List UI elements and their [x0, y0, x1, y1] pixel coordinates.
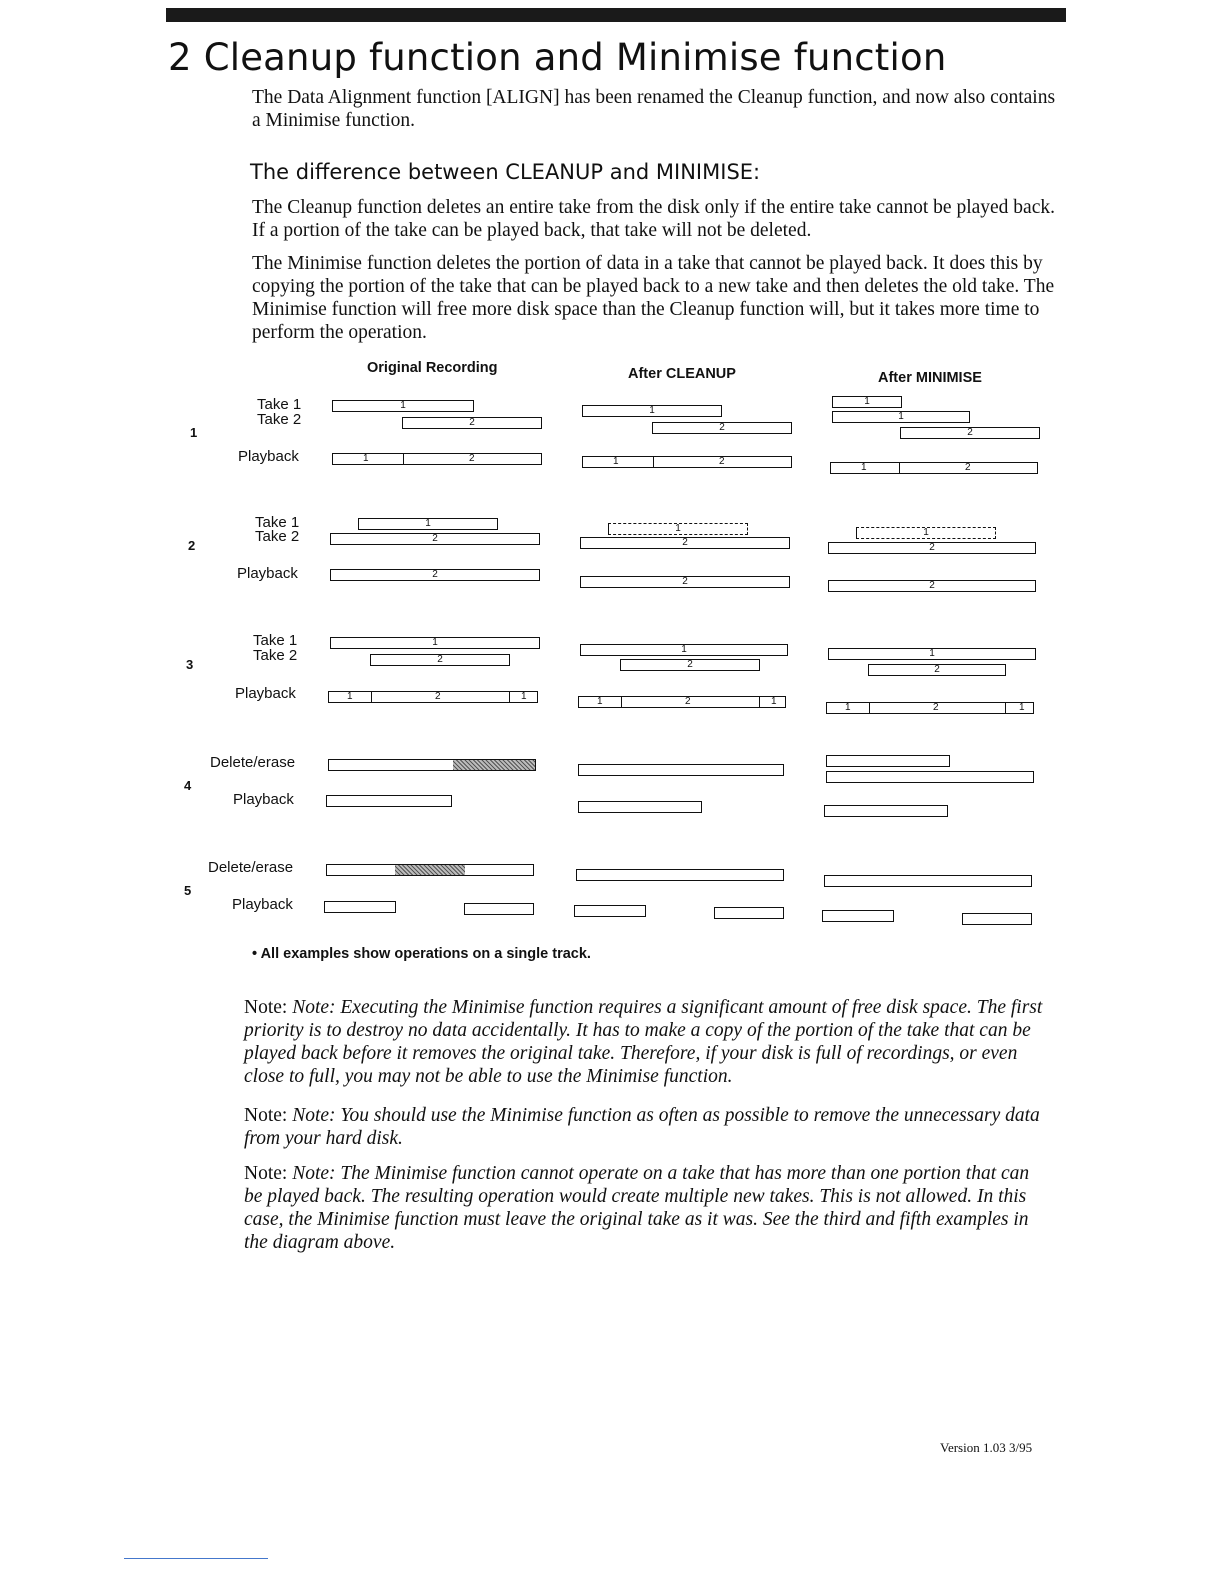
take2-label: Take 2: [257, 411, 302, 428]
playback-bar: [574, 905, 646, 917]
erase-bar: [326, 864, 534, 876]
take1-label: Take 1: [257, 396, 302, 413]
erase-bar: [824, 875, 1032, 887]
take-bar: 2: [868, 664, 1006, 676]
playback-bar: [714, 907, 784, 919]
playback-bar: [962, 913, 1032, 925]
take-bar: 1: [856, 527, 996, 539]
erase-bar: [826, 755, 950, 767]
take-bar: 1: [582, 405, 722, 417]
playback-bar: [326, 795, 452, 807]
column-heading-minimise: After MINIMISE: [878, 370, 982, 386]
playback-bar: [822, 910, 894, 922]
erase-bar: [578, 764, 784, 776]
delete-erase-label: Delete/erase: [208, 859, 294, 876]
note-multiple-portions: Note: Note: The Minimise function cannot operate on a take that has more than one portion that can be played back. The resulting operation would create multiple new takes. This is not allowed. In this case, the Minimise function must leave the original take as it was. See the third and fifth examples in the diagram above.: [244, 1163, 1030, 1253]
playback-label: Playback: [235, 685, 296, 702]
header-rule: [166, 8, 1066, 22]
playback-bar: 1 2: [332, 453, 542, 465]
row-number-5: 5: [184, 883, 192, 898]
playback-bar: 1 2 1: [578, 696, 786, 708]
version-label: Version 1.03 3/95: [940, 1440, 1033, 1455]
playback-bar: 2: [828, 580, 1036, 592]
playback-bar: 1 2 1: [826, 702, 1034, 714]
take2-label: Take 2: [255, 528, 300, 545]
take-bar: 2: [402, 417, 542, 429]
playback-bar: [324, 901, 396, 913]
column-heading-original: Original Recording: [367, 360, 498, 376]
take2-label: Take 2: [253, 647, 298, 664]
take-bar: 1: [330, 637, 540, 649]
take-bar: 2: [652, 422, 792, 434]
playback-bar: [824, 805, 948, 817]
take-bar: 2: [370, 654, 510, 666]
erase-bar: [328, 759, 536, 771]
cleanup-paragraph: The Cleanup function deletes an entire take from the disk only if the entire take cannot be played back. If a portion of the take can be played back, that take will not be deleted.: [252, 197, 1055, 241]
playback-bar: 2: [330, 569, 540, 581]
take-bar: 1: [332, 400, 474, 412]
erase-bar: [576, 869, 784, 881]
take-bar: 2: [900, 427, 1040, 439]
take-bar: 2: [620, 659, 760, 671]
playback-label: Playback: [238, 448, 299, 465]
row-number-4: 4: [184, 778, 192, 793]
row-number-3: 3: [186, 657, 194, 672]
playback-bar: 1 2: [582, 456, 792, 468]
take-bar: 2: [828, 542, 1036, 554]
take1-label: Take 1: [255, 514, 300, 531]
take-bar: 1: [828, 648, 1036, 660]
playback-label: Playback: [237, 565, 298, 582]
take-bar: 1: [608, 523, 748, 535]
diagram-footnote: • All examples show operations on a single track.: [252, 946, 591, 962]
take1-label: Take 1: [253, 632, 298, 649]
take-bar: 1: [832, 396, 902, 408]
erase-bar: [826, 771, 1034, 783]
playback-label: Playback: [232, 896, 293, 913]
intro-paragraph: The Data Alignment function [ALIGN] has been renamed the Cleanup function, and now also contains a Minimise function.: [252, 87, 1056, 131]
playback-bar: 1 2 1: [328, 691, 538, 703]
note-use-often: Note: Note: You should use the Minimise function as often as possible to remove the unnecessary data from your hard disk.: [244, 1105, 1040, 1149]
footer-rule: [124, 1558, 268, 1559]
take-bar: 2: [330, 533, 540, 545]
playback-label: Playback: [233, 791, 294, 808]
note-disk-space: Note: Note: Executing the Minimise function requires a significant amount of free disk space. The first priority is to destroy no data accidentally. It has to make a copy of the portion of the take that can be played back before it removes the original take. Therefore, if your disk is full of recordings, or even close to full, you may not be able to use the Minimise function.: [244, 997, 1043, 1087]
row-number-2: 2: [188, 538, 196, 553]
take-bar: 1: [580, 644, 788, 656]
take-bar: 1: [832, 411, 970, 423]
section-subheading: The difference between CLEANUP and MINIMISE:: [250, 160, 761, 184]
playback-bar: 2: [580, 576, 790, 588]
minimise-paragraph: The Minimise function deletes the portion of data in a take that cannot be played back. It does this by copying the portion of the take that can be played back to a new take and then deletes the old take. The Minimise function will free more disk space than the Cleanup function will, but it takes more time to perform the operation.: [252, 253, 1055, 343]
playback-bar: [464, 903, 534, 915]
delete-erase-label: Delete/erase: [210, 754, 296, 771]
playback-bar: [578, 801, 702, 813]
take-bar: 1: [358, 518, 498, 530]
row-number-1: 1: [190, 425, 198, 440]
page-title: 2 Cleanup function and Minimise function: [168, 36, 947, 79]
take-bar: 2: [580, 537, 790, 549]
column-heading-cleanup: After CLEANUP: [628, 366, 736, 382]
playback-bar: 1 2: [830, 462, 1038, 474]
